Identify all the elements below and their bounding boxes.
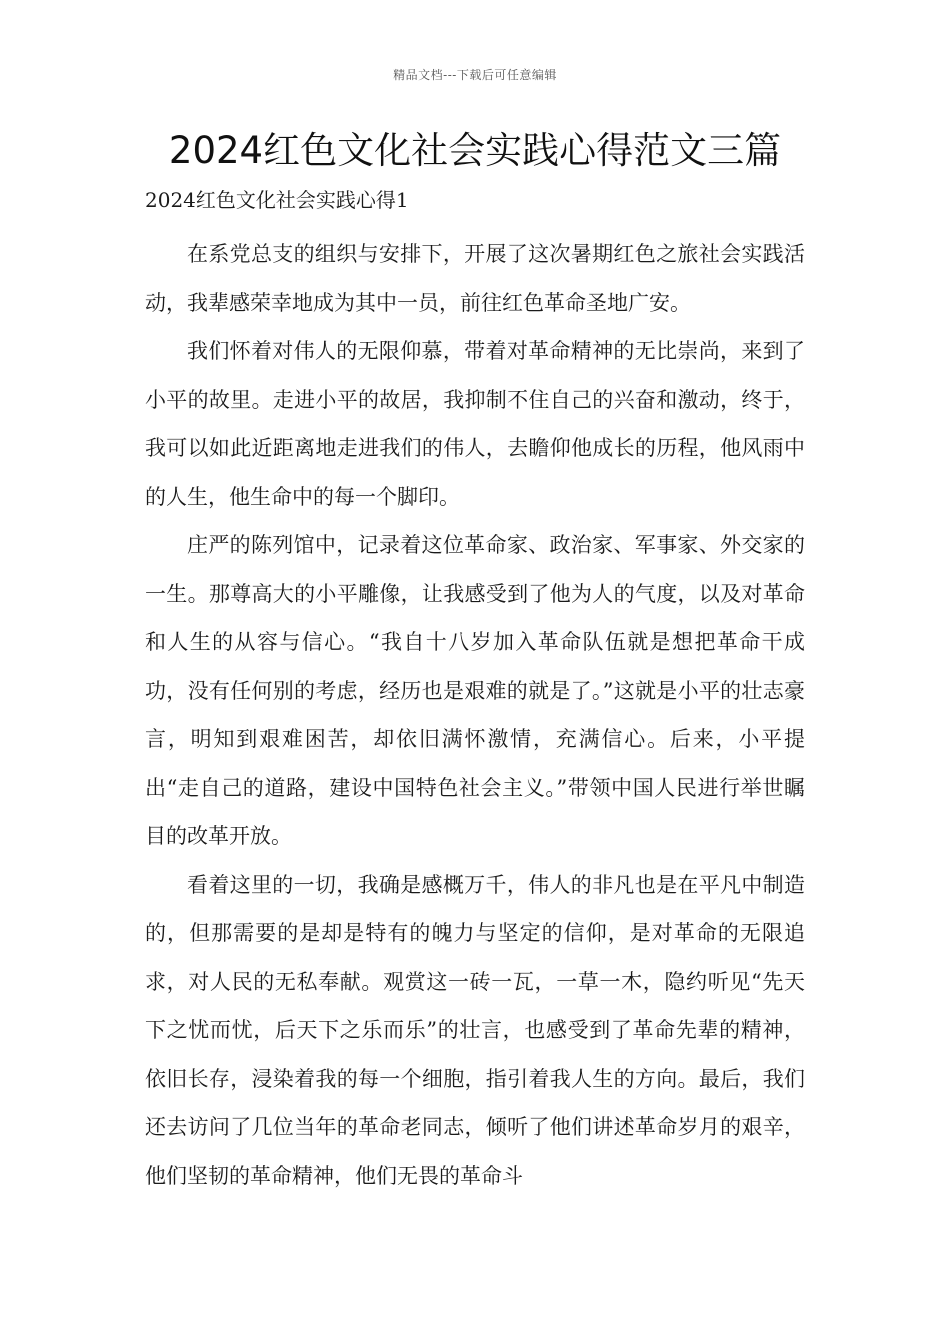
document-title: 2024红色文化社会实践心得范文三篇 [168,129,782,172]
paragraph: 我们怀着对伟人的无限仰慕，带着对革命精神的无比崇尚，来到了小平的故里。走进小平的故居，我抑制不住自己的兴奋和激动，终于，我可以如此近距离地走进我们的伟人，去瞻仰他成长的历程，他风雨中的人生，他生命中的每一个脚印。 [145,339,805,509]
paragraph: 看着这里的一切，我确是感概万千，伟人的非凡也是在平凡中制造的，但那需要的是却是特有的魄力与坚定的信仰，是对革命的无限追求，对人民的无私奉献。观赏这一砖一瓦，一草一木，隐约听见“先天下之忧而忧，后天下之乐而乐”的壮言，也感受到了革命先辈的精神，依旧长存，浸染着我的每一个细胞，指引着我人生的方向。最后，我们还去访问了几位当年的革命老同志，倾听了他们讲述革命岁月的艰辛，他们坚韧的革命精神，他们无畏的革命斗 [145,872,805,1188]
document-body [145,230,805,1200]
section-subtitle: 2024红色文化社会实践心得1 [145,188,409,212]
page-header-note: 精品文档---下载后可任意编辑 [393,68,557,82]
paragraph: 庄严的陈列馆中，记录着这位革命家、政治家、军事家、外交家的一生。那尊高大的小平雕像，让我感受到了他为人的气度，以及对革命和人生的从容与信心。“我自十八岁加入革命队伍就是想把革命干成功，没有任何别的考虑，经历也是艰难的就是了。”这就是小平的壮志豪言，明知到艰难困苦，却依旧满怀激情，充满信心。后来，小平提出“走自己的道路，建设中国特色社会主义。”带领中国人民进行举世瞩目的改革开放。 [145,533,805,848]
paragraph: 在系党总支的组织与安排下，开展了这次暑期红色之旅社会实践活动，我辈感荣幸地成为其中一员，前往红色革命圣地广安。 [145,242,805,315]
